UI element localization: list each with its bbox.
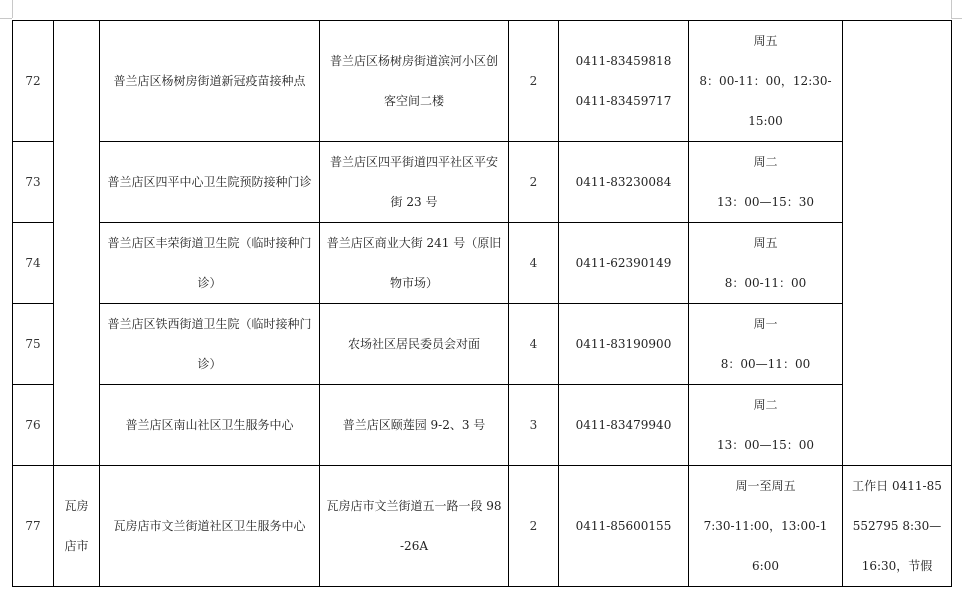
region-name: 瓦房店市 <box>54 466 100 587</box>
table-row <box>13 304 952 385</box>
service-time: 8：00—11：00 <box>720 357 811 371</box>
region-cell <box>54 21 100 466</box>
site-name: 普兰店区杨树房街道新冠疫苗接种点 <box>100 21 320 142</box>
note-cell: 工作日 0411-85552795 8:30—16:30，节假 <box>843 466 952 587</box>
phone-number: 0411-83230084 <box>559 142 689 223</box>
row-number: 76 <box>13 385 54 466</box>
phone-number: 0411-83459717 <box>575 94 672 108</box>
service-days: 周一至周五 <box>735 479 796 493</box>
service-time: 7:30-11:00，13:00-1 <box>703 519 828 533</box>
site-address: 普兰店区四平街道四平社区平安街 23 号 <box>320 142 509 223</box>
row-number: 74 <box>13 223 54 304</box>
station-count: 2 <box>509 21 559 142</box>
service-days: 周五 <box>753 34 778 48</box>
table-row <box>13 223 952 304</box>
phone-number: 0411-83479940 <box>559 385 689 466</box>
service-days: 周二 <box>753 398 778 412</box>
service-days: 周五 <box>753 236 778 250</box>
service-hours <box>689 21 843 142</box>
station-count: 4 <box>509 223 559 304</box>
service-hours <box>689 304 843 385</box>
row-number: 72 <box>13 21 54 142</box>
station-count: 3 <box>509 385 559 466</box>
note-cell <box>843 21 952 466</box>
site-name: 普兰店区铁西街道卫生院（临时接种门诊） <box>100 304 320 385</box>
row-number: 75 <box>13 304 54 385</box>
site-address: 普兰店区颐莲园 9-2、3 号 <box>320 385 509 466</box>
station-count: 2 <box>509 466 559 587</box>
service-hours <box>689 385 843 466</box>
service-time: 6:00 <box>752 559 779 573</box>
service-time: 13：00—15：00 <box>716 438 815 452</box>
service-time: 8：00-11：00，12:30- <box>699 74 832 88</box>
phone-number: 0411-83190900 <box>559 304 689 385</box>
phone-number: 0411-83459818 <box>575 54 672 68</box>
table-row <box>13 142 952 223</box>
service-hours <box>689 466 843 587</box>
site-name: 普兰店区南山社区卫生服务中心 <box>100 385 320 466</box>
site-name: 普兰店区丰荣街道卫生院（临时接种门诊） <box>100 223 320 304</box>
table-row <box>13 21 952 142</box>
phone-cell <box>559 21 689 142</box>
station-count: 2 <box>509 142 559 223</box>
service-time: 8：00-11：00 <box>724 276 807 290</box>
row-number: 73 <box>13 142 54 223</box>
phone-number: 0411-62390149 <box>559 223 689 304</box>
station-count: 4 <box>509 304 559 385</box>
site-address: 普兰店区商业大街 241 号（原旧物市场） <box>320 223 509 304</box>
site-address: 普兰店区杨树房街道滨河小区创客空间二楼 <box>320 21 509 142</box>
site-address: 瓦房店市文兰街道五一路一段 98-26A <box>320 466 509 587</box>
site-name: 瓦房店市文兰街道社区卫生服务中心 <box>100 466 320 587</box>
service-days: 周二 <box>753 155 778 169</box>
table-row <box>13 466 952 587</box>
service-time: 13：00—15：30 <box>716 195 815 209</box>
page-header-rule <box>0 0 962 20</box>
site-name: 普兰店区四平中心卫生院预防接种门诊 <box>100 142 320 223</box>
service-hours <box>689 142 843 223</box>
row-number: 77 <box>13 466 54 587</box>
service-hours <box>689 223 843 304</box>
site-address: 农场社区居民委员会对面 <box>320 304 509 385</box>
service-time: 15:00 <box>748 114 783 128</box>
table-row <box>13 385 952 466</box>
vaccination-site-table <box>12 20 952 587</box>
phone-number: 0411-85600155 <box>559 466 689 587</box>
service-days: 周一 <box>753 317 778 331</box>
